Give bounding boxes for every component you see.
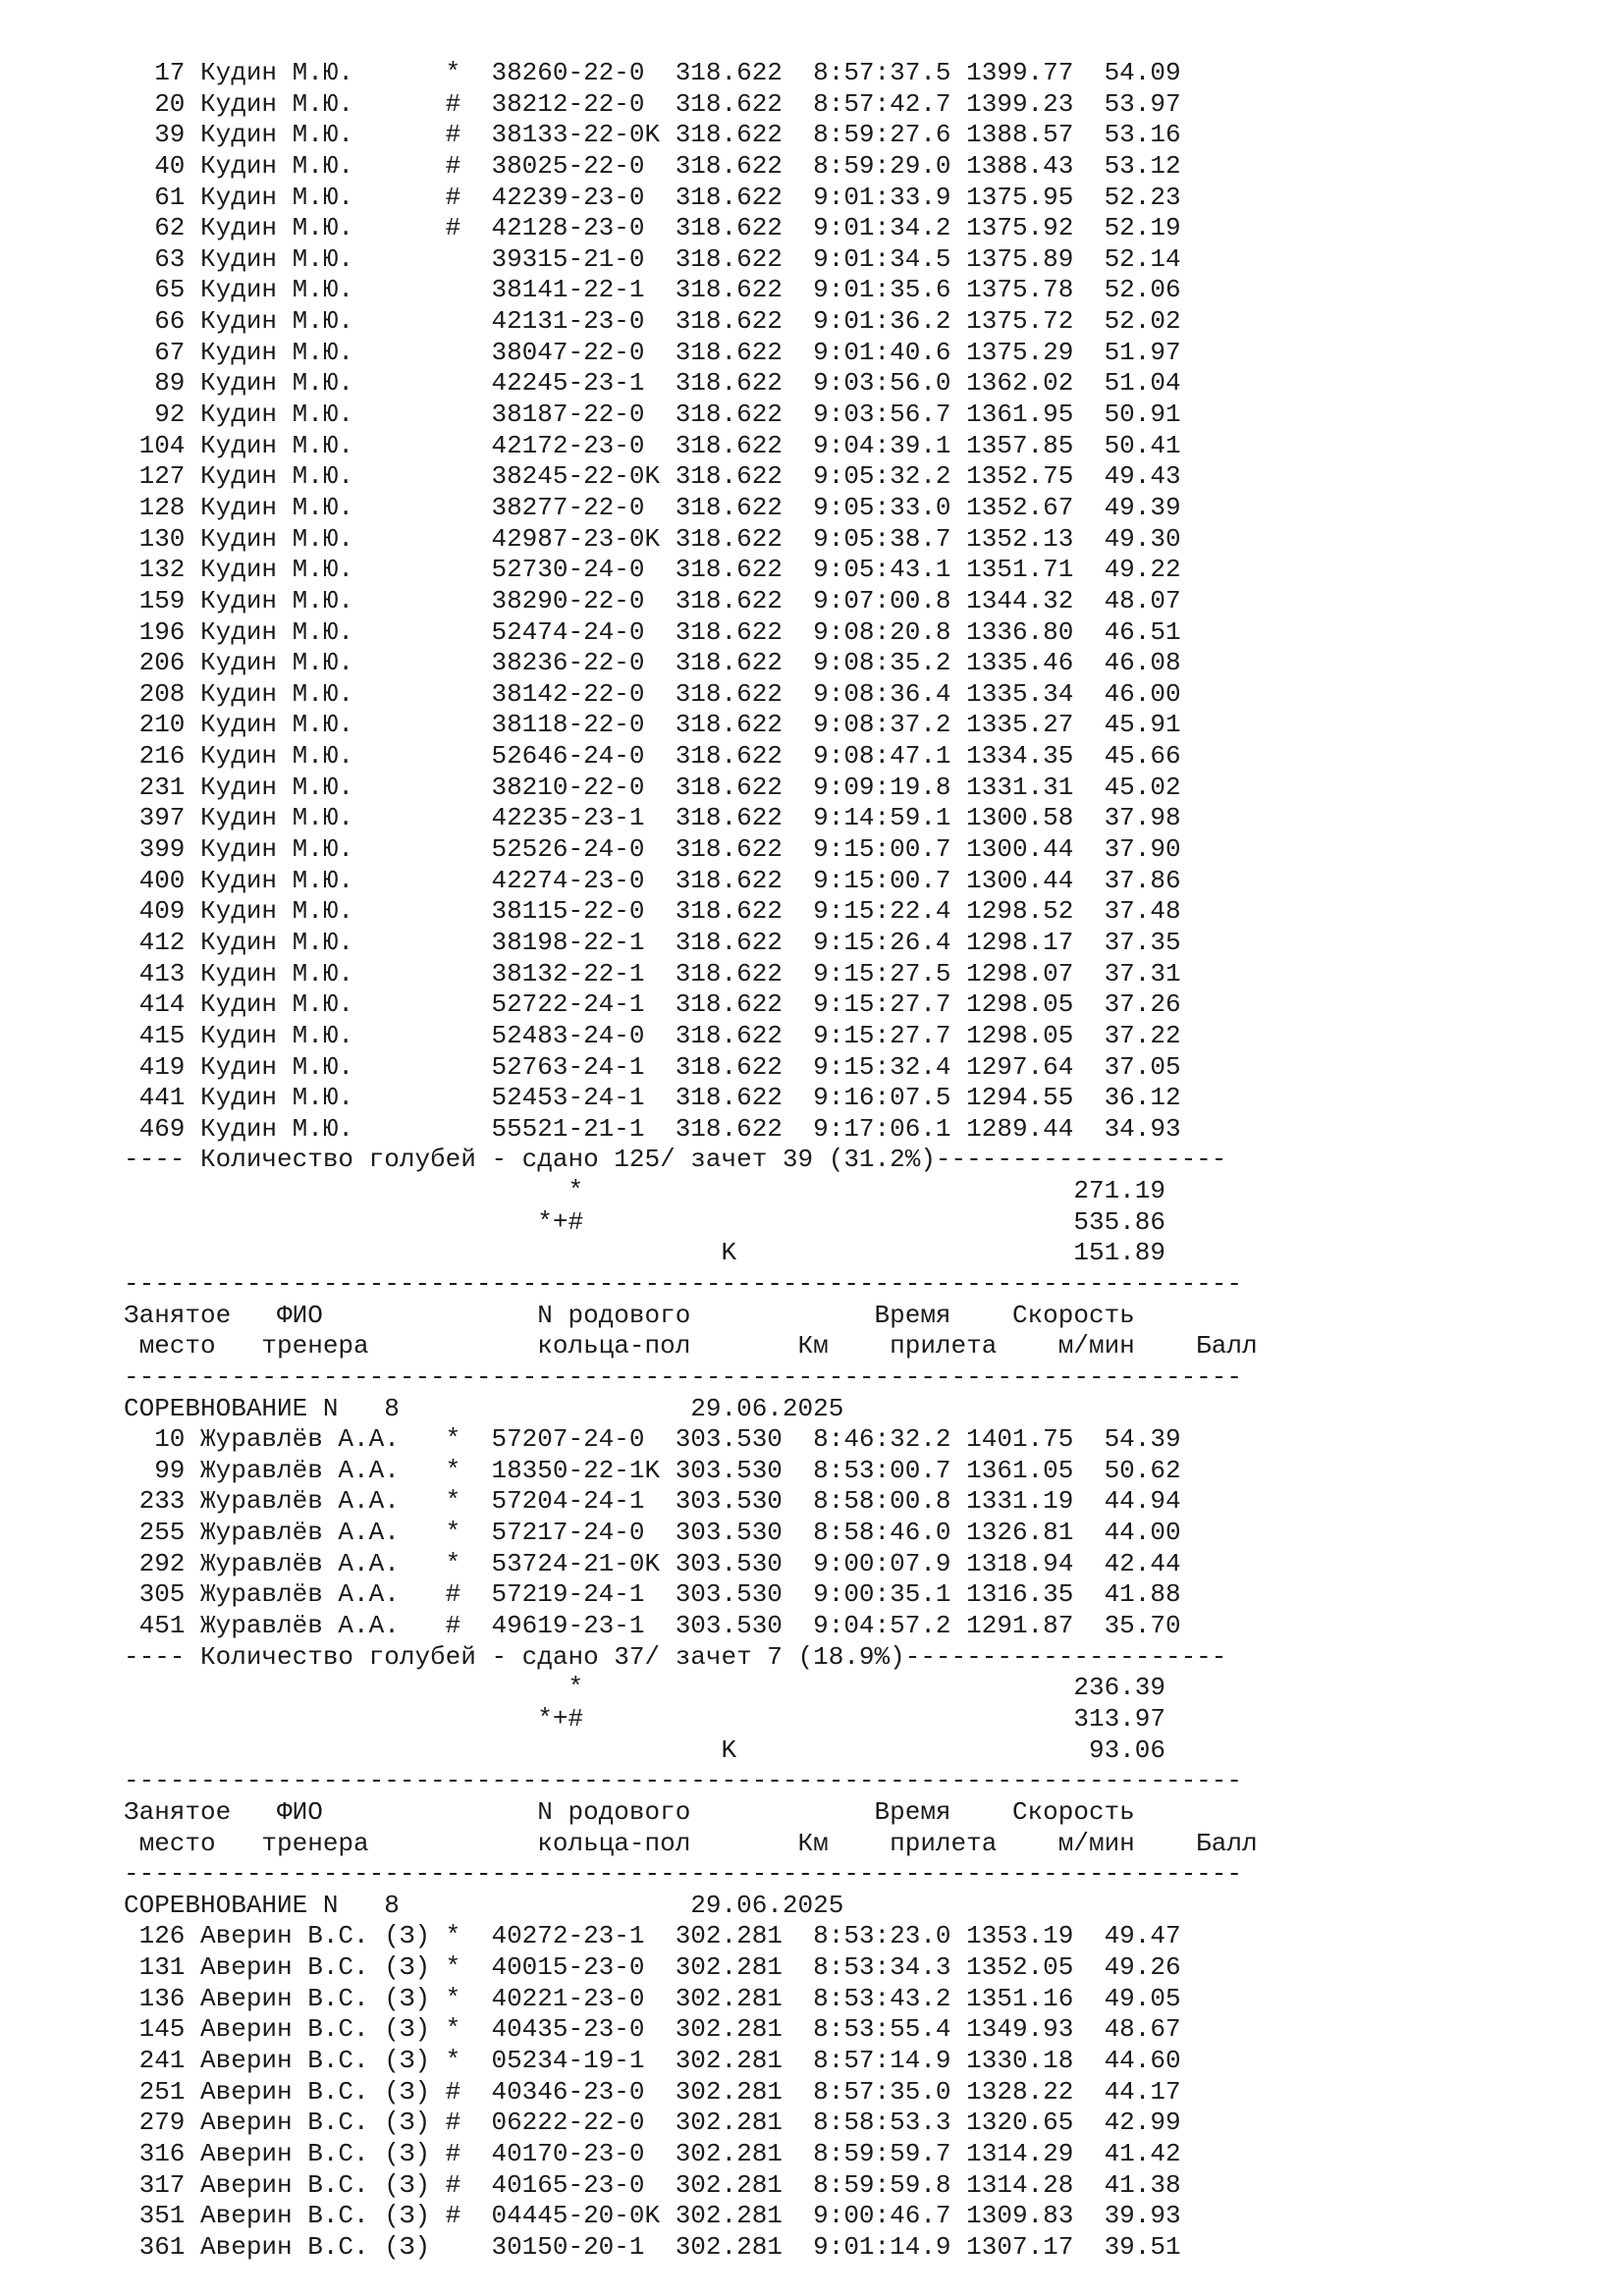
column-header: Занятое ФИО N родового Время Скорость: [124, 1300, 1135, 1330]
divider-line: -------------------------------------------------------------------------: [124, 1268, 1242, 1299]
table-row: 397 Кудин М.Ю. 42235-23-1 318.622 9:14:59.1 1300.58 37.98: [124, 803, 1181, 833]
table-row: 66 Кудин М.Ю. 42131-23-0 318.622 9:01:36.2 1375.72 52.02: [124, 306, 1181, 337]
divider-line: -------------------------------------------------------------------------: [124, 1766, 1242, 1796]
table-row: 132 Кудин М.Ю. 52730-24-0 318.622 9:05:43.1 1351.71 49.22: [124, 555, 1181, 585]
total-line: K 151.89: [124, 1238, 1165, 1268]
table-row: 127 Кудин М.Ю. 38245-22-0K 318.622 9:05:32.2 1352.75 49.43: [124, 461, 1181, 492]
table-row: 412 Кудин М.Ю. 38198-22-1 318.622 9:15:26.4 1298.17 37.35: [124, 927, 1181, 957]
summary-line: ---- Количество голубей - сдано 125/ зачет 39 (31.2%)-------------------: [124, 1145, 1227, 1175]
table-row: 413 Кудин М.Ю. 38132-22-1 318.622 9:15:27.5 1298.07 37.31: [124, 958, 1181, 988]
table-row: 63 Кудин М.Ю. 39315-21-0 318.622 9:01:34.5 1375.89 52.14: [124, 243, 1181, 274]
table-row: 92 Кудин М.Ю. 38187-22-0 318.622 9:03:56.7 1361.95 50.91: [124, 400, 1181, 430]
table-row: 399 Кудин М.Ю. 52526-24-0 318.622 9:15:00.7 1300.44 37.90: [124, 834, 1181, 865]
table-row: 233 Журавлёв А.А. * 57204-24-1 303.530 8:58:00.8 1331.19 44.94: [124, 1486, 1181, 1517]
table-row: 400 Кудин М.Ю. 42274-23-0 318.622 9:15:00.7 1300.44 37.86: [124, 865, 1181, 895]
divider-line: -------------------------------------------------------------------------: [124, 1362, 1242, 1392]
table-row: 409 Кудин М.Ю. 38115-22-0 318.622 9:15:22.4 1298.52 37.48: [124, 896, 1181, 927]
table-row: 206 Кудин М.Ю. 38236-22-0 318.622 9:08:35.2 1335.46 46.08: [124, 648, 1181, 678]
table-row: 89 Кудин М.Ю. 42245-23-1 318.622 9:03:56.0 1362.02 51.04: [124, 368, 1181, 399]
total-line: *+# 313.97: [124, 1703, 1165, 1734]
table-row: 317 Аверин В.С. (З) # 40165-23-0 302.281 8:59:59.8 1314.28 41.38: [124, 2169, 1181, 2200]
table-row: 104 Кудин М.Ю. 42172-23-0 318.622 9:04:39.1 1357.85 50.41: [124, 430, 1181, 460]
competition-header: СОРЕВНОВАНИЕ N 8 29.06.2025: [124, 1890, 844, 1920]
table-row: 196 Кудин М.Ю. 52474-24-0 318.622 9:08:20.8 1336.80 46.51: [124, 616, 1181, 647]
divider-line: -------------------------------------------------------------------------: [124, 1859, 1242, 1890]
table-row: 10 Журавлёв А.А. * 57207-24-0 303.530 8:46:32.2 1401.75 54.39: [124, 1424, 1181, 1455]
table-row: 99 Журавлёв А.А. * 18350-22-1K 303.530 8:53:00.7 1361.05 50.62: [124, 1455, 1181, 1485]
table-row: 241 Аверин В.С. (З) * 05234-19-1 302.281 8:57:14.9 1330.18 44.60: [124, 2046, 1181, 2075]
competition-header: СОРЕВНОВАНИЕ N 8 29.06.2025: [124, 1393, 844, 1423]
table-row: 441 Кудин М.Ю. 52453-24-1 318.622 9:16:07.5 1294.55 36.12: [124, 1083, 1181, 1113]
table-row: 251 Аверин В.С. (З) # 40346-23-0 302.281 8:57:35.0 1328.22 44.17: [124, 2076, 1181, 2107]
table-row: 419 Кудин М.Ю. 52763-24-1 318.622 9:15:32.4 1297.64 37.05: [124, 1051, 1181, 1082]
table-row: 451 Журавлёв А.А. # 49619-23-1 303.530 9:04:57.2 1291.87 35.70: [124, 1611, 1181, 1641]
table-row: 316 Аверин В.С. (З) # 40170-23-0 302.281 8:59:59.7 1314.29 41.42: [124, 2138, 1181, 2168]
table-row: 67 Кудин М.Ю. 38047-22-0 318.622 9:01:40.6 1375.29 51.97: [124, 337, 1181, 367]
table-row: 145 Аверин В.С. (З) * 40435-23-0 302.281 8:53:55.4 1349.93 48.67: [124, 2014, 1181, 2045]
total-line: K 93.06: [124, 1735, 1165, 1765]
table-row: 159 Кудин М.Ю. 38290-22-0 318.622 9:07:00.8 1344.32 48.07: [124, 585, 1181, 615]
table-row: 61 Кудин М.Ю. # 42239-23-0 318.622 9:01:33.9 1375.95 52.23: [124, 182, 1181, 212]
table-row: 128 Кудин М.Ю. 38277-22-0 318.622 9:05:33.0 1352.67 49.39: [124, 492, 1181, 522]
column-header: место тренера кольца-пол Км прилета м/мин Балл: [124, 1331, 1258, 1362]
table-row: 469 Кудин М.Ю. 55521-21-1 318.622 9:17:06.1 1289.44 34.93: [124, 1113, 1181, 1144]
table-row: 131 Аверин В.С. (З) * 40015-23-0 302.281 8:53:34.3 1352.05 49.26: [124, 1952, 1181, 1983]
table-row: 20 Кудин М.Ю. # 38212-22-0 318.622 8:57:42.7 1399.23 53.97: [124, 88, 1181, 119]
table-row: 208 Кудин М.Ю. 38142-22-0 318.622 9:08:36.4 1335.34 46.00: [124, 678, 1181, 709]
column-header: Занятое ФИО N родового Время Скорость: [124, 1796, 1135, 1827]
table-row: 414 Кудин М.Ю. 52722-24-1 318.622 9:15:27.7 1298.05 37.26: [124, 989, 1181, 1020]
table-row: 136 Аверин В.С. (З) * 40221-23-0 302.281 8:53:43.2 1351.16 49.05: [124, 1983, 1181, 2013]
total-line: *+# 535.86: [124, 1206, 1165, 1237]
table-row: 62 Кудин М.Ю. # 42128-23-0 318.622 9:01:34.2 1375.92 52.19: [124, 213, 1181, 243]
column-header: место тренера кольца-пол Км прилета м/мин Балл: [124, 1828, 1258, 1858]
summary-line: ---- Количество голубей - сдано 37/ зачет 7 (18.9%)---------------------: [124, 1641, 1227, 1672]
total-line: * 271.19: [124, 1176, 1165, 1206]
table-row: 415 Кудин М.Ю. 52483-24-0 318.622 9:15:27.7 1298.05 37.22: [124, 1020, 1181, 1050]
table-row: 216 Кудин М.Ю. 52646-24-0 318.622 9:08:47.1 1334.35 45.66: [124, 741, 1181, 772]
results-document: [124, 58, 1322, 2263]
table-row: 305 Журавлёв А.А. # 57219-24-1 303.530 9:00:35.1 1316.35 41.88: [124, 1579, 1181, 1610]
table-row: 65 Кудин М.Ю. 38141-22-1 318.622 9:01:35.6 1375.78 52.06: [124, 275, 1181, 305]
table-row: 279 Аверин В.С. (З) # 06222-22-0 302.281 8:58:53.3 1320.65 42.99: [124, 2108, 1181, 2138]
table-row: 130 Кудин М.Ю. 42987-23-0K 318.622 9:05:38.7 1352.13 49.30: [124, 523, 1181, 554]
table-row: 17 Кудин М.Ю. * 38260-22-0 318.622 8:57:37.5 1399.77 54.09: [124, 58, 1181, 87]
table-row: 231 Кудин М.Ю. 38210-22-0 318.622 9:09:19.8 1331.31 45.02: [124, 772, 1181, 802]
table-row: 210 Кудин М.Ю. 38118-22-0 318.622 9:08:37.2 1335.27 45.91: [124, 710, 1181, 740]
table-row: 40 Кудин М.Ю. # 38025-22-0 318.622 8:59:29.0 1388.43 53.12: [124, 150, 1181, 181]
total-line: * 236.39: [124, 1673, 1165, 1703]
table-row: 39 Кудин М.Ю. # 38133-22-0K 318.622 8:59:27.6 1388.57 53.16: [124, 120, 1181, 150]
table-row: 292 Журавлёв А.А. * 53724-21-0K 303.530 9:00:07.9 1318.94 42.44: [124, 1548, 1181, 1578]
table-row: 255 Журавлёв А.А. * 57217-24-0 303.530 8:58:46.0 1326.81 44.00: [124, 1518, 1181, 1548]
table-row: 361 Аверин В.С. (З) 30150-20-1 302.281 9:01:14.9 1307.17 39.51: [124, 2231, 1181, 2262]
table-row: 351 Аверин В.С. (З) # 04445-20-0K 302.281 9:00:46.7 1309.83 39.93: [124, 2201, 1181, 2231]
table-row: 126 Аверин В.С. (З) * 40272-23-1 302.281 8:53:23.0 1353.19 49.47: [124, 1921, 1181, 1951]
